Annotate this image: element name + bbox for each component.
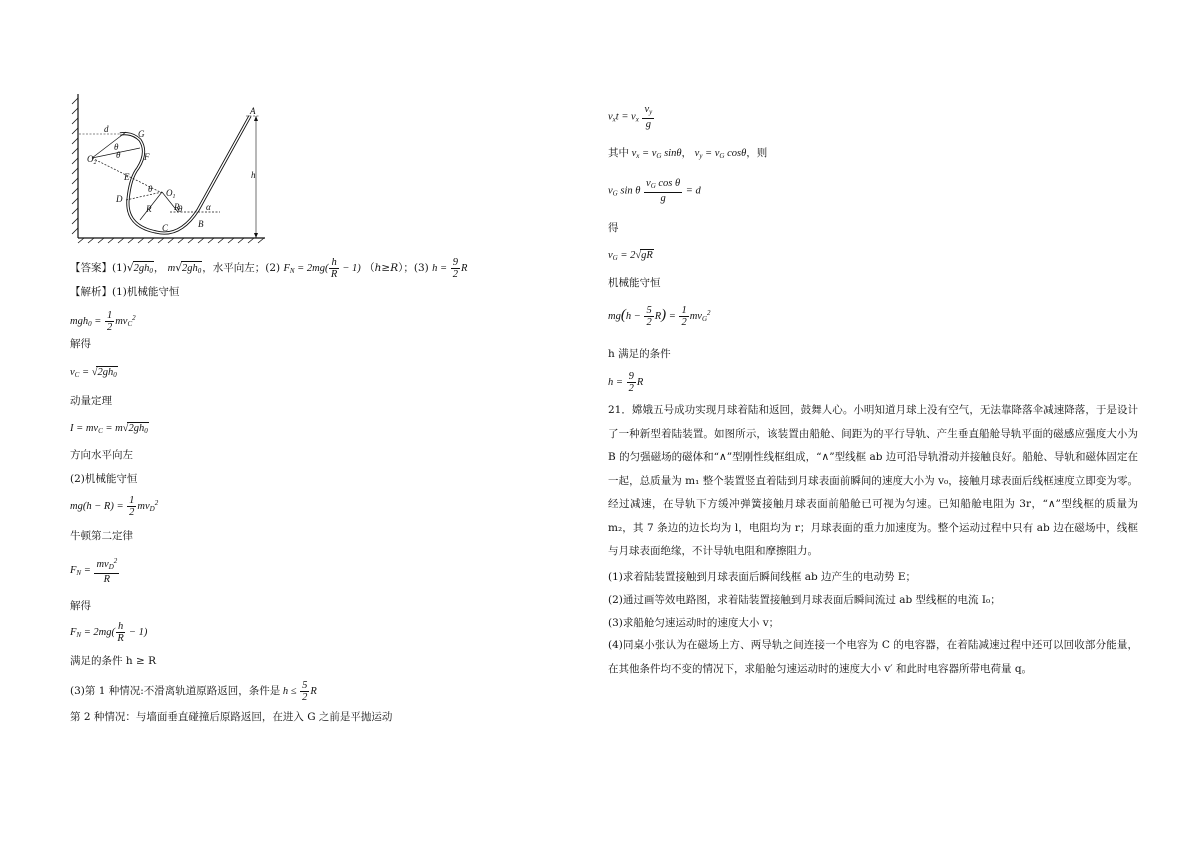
- text-where: 其中 $v_x = v_G$ sinθ， $v_y = v_G$ cosθ，则: [608, 147, 768, 160]
- text-energy: 机械能守恒: [608, 277, 661, 289]
- text-direction: 方向水平向左: [70, 449, 133, 461]
- text-jiede-2: 解得: [70, 600, 91, 612]
- label-h: h: [251, 170, 256, 180]
- label-E: E: [124, 172, 130, 182]
- label-theta-4: θ: [178, 204, 183, 214]
- text-newton: 牛顿第二定律: [70, 530, 133, 542]
- answer-line: 【答案】$(1)√2gh_0$， $m√2gh_0$，水平向左；(2) $F_N = 2mg$( $\frac{h}{R}$ − 1) （h≥R）；(3) h = $\frac{9}{2}$ R: [70, 257, 468, 280]
- label-A: A: [250, 106, 256, 116]
- eq-vg-sin: $v_G$ sin θ $\frac{v_G \cos \theta}{g}$ = d: [608, 178, 701, 204]
- label-theta-2: θ: [116, 150, 121, 160]
- eq-vxt: $v_xt = v_x$ $\frac{v_y}{g}$: [608, 104, 653, 130]
- text-p2-title: (2)机械能守恒: [70, 473, 138, 485]
- text-case-1: (3)第 1 种情况:不滑离轨道原路返回，条件是 h ≤ $\frac{5}{2}$ R: [70, 680, 317, 703]
- label-R-lower: R: [174, 202, 180, 212]
- label-O2: $O_2$: [87, 154, 97, 166]
- text-case-2: 第 2 种情况：与墙面垂直碰撞后原路返回，在进入 G 之前是平抛运动: [70, 711, 393, 723]
- label-alpha: α: [206, 202, 211, 212]
- label-D: D: [116, 194, 123, 204]
- eq-fn: $F_N = 2mg$( $\frac{h}{R}$ − 1): [70, 621, 148, 644]
- eq-energy-3: mg(h − $\frac{5}{2}$ R) = $\frac{1}{2}$ $mv_G^2$: [608, 305, 711, 328]
- label-B: B: [198, 219, 204, 229]
- label-C: C: [162, 223, 169, 233]
- label-O1: $O_1$: [166, 188, 176, 200]
- question-21-part-2: (2)通过画等效电路图，求着陆装置接触到月球表面后瞬间流过 ab 型线框的电流 I₀；: [608, 594, 1001, 606]
- eq-h-final: h = $\frac{9}{2}$ R: [608, 371, 644, 394]
- eq-energy-1: mgh$_0$ = $\frac{1}{2}$ $mv_C^2$: [70, 310, 136, 333]
- eq-vc: $v_C = √2gh_0$: [70, 367, 117, 379]
- eq-vg: $v_G = 2√gR$: [608, 250, 653, 262]
- text-de: 得: [608, 222, 619, 234]
- text-momentum: 动量定理: [70, 395, 112, 407]
- eq-newton: $F_N$ = $\frac{mv_D^2}{R}$: [70, 557, 118, 585]
- label-R-upper: R: [146, 204, 152, 214]
- question-21-part-1: (1)求着陆装置接触到月球表面后瞬间线框 ab 边产生的电动势 E；: [608, 571, 917, 583]
- label-d: d: [104, 124, 109, 134]
- label-F: F: [144, 152, 150, 162]
- label-theta-1: θ: [114, 142, 119, 152]
- analysis-heading: 【解析】(1)机械能守恒: [70, 286, 180, 298]
- text-h-cond: h 满足的条件: [608, 348, 671, 360]
- question-21: 21．嫦娥五号成功实现月球着陆和返回，鼓舞人心。小明知道月球上没有空气，无法靠降落伞减速降落，于是设计了一种新型着陆装置。如图所示，该装置由船舱、间距为的平行导轨、产生垂直船舱导轨平面的磁感应强度大小为 B 的匀强磁场的磁体和“∧”型刚性线框组成，“∧”型线框 ab 边可沿导轨滑动并接触良好。船舱、导轨和磁体固定在一起，总质量为 m₁ 整个装置竖直着陆到月球表面前瞬间的速度大小为 v₀，接触月球表面后线框速度立即变为零。经过减速，在导轨下方缓冲弹簧接触月球表面前船舱已可视为匀速。已知船舱电阻为 3r，“∧”型线框的质量为 m₂，其 7 条边的边长均为 l，电阻均为 r；月球表面的重力加速度为。整个运动过程中只有 ab 边在磁场中，线框与月球表面绝缘，不计导轨电阻和摩擦阻力。: [608, 404, 1138, 557]
- text-jiede-1: 解得: [70, 338, 91, 350]
- question-21-part-3: (3)求船舱匀速运动时的速度大小 v；: [608, 617, 780, 629]
- track-diagram: [70, 92, 270, 244]
- question-21-part-4: (4)同桌小张认为在磁场上方、两导轨之间连接一个电容为 C 的电容器，在着陆减速过程中还可以回收部分能量，在其他条件均不变的情况下，求船舱匀速运动时的速度大小 v′ 和此时电容器所带电荷量 q。: [608, 639, 1138, 675]
- eq-energy-2: mg(h − R) = $\frac{1}{2}$ $mv_D^2$: [70, 495, 159, 518]
- eq-impulse: $I = mv_C = m√2gh_0$: [70, 423, 148, 435]
- text-condition: 满足的条件 h ≥ R: [70, 655, 156, 667]
- label-theta-3: θ: [148, 184, 153, 194]
- label-G: G: [138, 129, 145, 139]
